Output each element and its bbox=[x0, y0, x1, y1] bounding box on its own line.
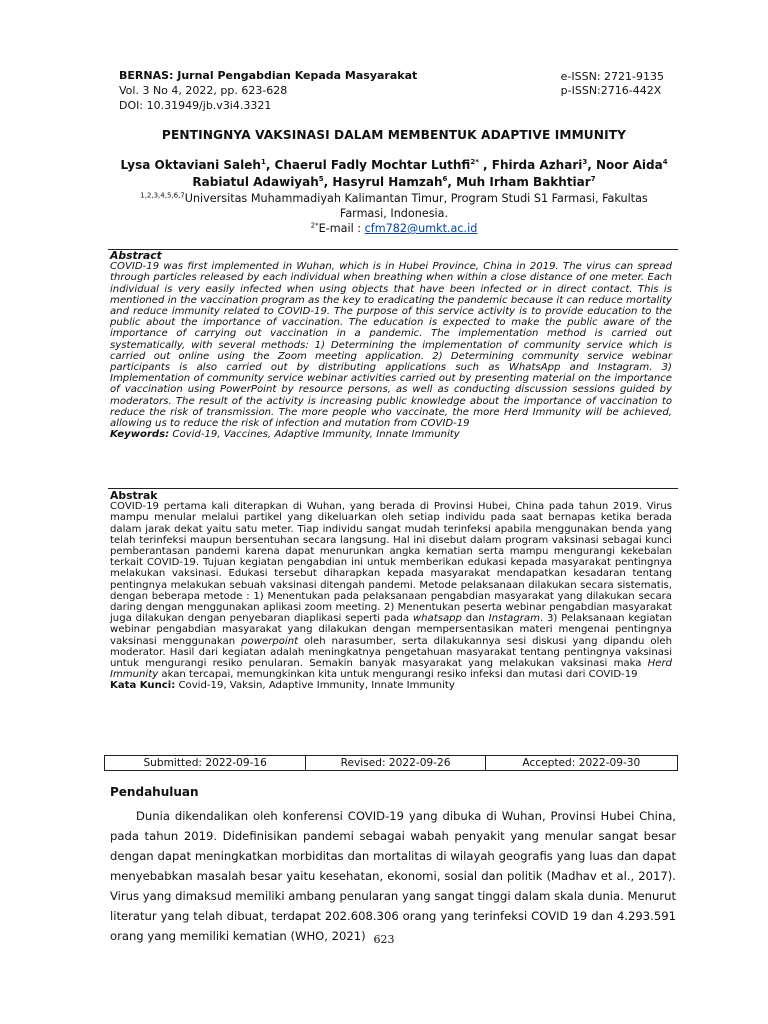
author: , Muh Irham Bakhtiar bbox=[447, 175, 591, 189]
abstract-english bbox=[110, 250, 672, 440]
abstrak-text: . 3) Pelaksanaan kegiatan webinar pengabdian masyarakat yang dilakukan dengan mempersentasikan materi mengenai pentingnya vaksinasi menggunakan bbox=[110, 613, 672, 647]
author: , Fhirda Azhari bbox=[478, 158, 583, 172]
revised-date: Revised: 2022-09-26 bbox=[306, 756, 485, 771]
abstrak-italic: Herd Immunity bbox=[110, 658, 672, 681]
issn-block bbox=[561, 70, 664, 98]
abstrak-text: COVID-19 pertama kali diterapkan di Wuhan, yang berada di Provinsi Hubei, China pada tahun 2019. Virus mampu menular melalui partikel yang dikeluarkan oleh setiap individu pada saat bernapas ketika berada dalam jarak dekat yaitu satu meter. Tiap individu sangat mudah terinfeksi apabila menggunakan benda yang telah terinfeksi maupun bersentuhan secara langsung. Hal ini disebut dalam program vaksinasi sebagai kunci pemberantasan pandemi karena dapat menurunkan angka kematian serta mampu mengurangi kekebalan terkait COVID-19. Tujuan kegiatan pengabdian ini untuk memberikan edukasi kepada masyarakat pentingnya melakukan vaksinasi. Edukasi tersebut diharapkan kepada masyarakat mendapatkan kesadaran tentang pentingnya melakukan sebuah vaksinasi ditengah pandemi. Metode pelaksanaan dilakukan secara sistematis, dengan beberapa metode : 1) Menentukan pada peIaksanaan pengabdian masyarakat yang dilakukan secara daring dengan menggunakan aplikasi zoom meeting. 2) Menentukan peserta webinar pengabdian masyarakat juga dilakukan dengan penyebaran diaplikasi seperti pada bbox=[110, 501, 672, 625]
abstract-indonesian bbox=[110, 490, 672, 692]
author-sup: 1 bbox=[260, 158, 266, 166]
page-number: 623 bbox=[373, 933, 395, 946]
author: , Noor Aida bbox=[587, 158, 663, 172]
abstract-heading: Abstract bbox=[110, 249, 162, 262]
keywords-label: Keywords: bbox=[110, 429, 170, 441]
abstrak-heading: Abstrak bbox=[110, 489, 158, 502]
email-line bbox=[311, 222, 478, 235]
volume-info: Vol. 3 No 4, 2022, pp. 623-628 bbox=[119, 84, 288, 97]
doi: DOI: 10.31949/jb.v3i4.3321 bbox=[119, 99, 272, 112]
abstract-text: COVID-19 was first implemented in Wuhan, which is in Hubei Province, China in 2019. The virus can spread through particles released by each individual when breathing when within a close distance of one meter. Each individual is very easily infected when using objects that have been infected or in direct contact. This is mentioned in the vaccination program as the key to eradicating the pandemic because it can reduce mortality and reduce immunity related to COVID-19. The purpose of this service activity is to provide education to the public about the importance of vaccination. The education is expected to make the public aware of the importance of carrying out vaccination in a pandemic. The implementation method is carried out systematically, with several methods: 1) Determining the implementation of community service which is carried out online using the Zoom meeting application. 2) Determining community service webinar participants is also carried out by distributing applications such as WhatsApp and Instagram. 3) Implementation of community service webinar activities carried out by presenting material on the importance of vaccination using PowerPoint by resource persons, as well as conducting discussion sessions guided by moderators. The result of the activity is increasing public knowledge about the importance of vaccination to reduce the risk of transmission. The more people who vaccinate, the more Herd Immunity will be achieved, allowing us to reduce the risk of infection and mutation from COVID-19 bbox=[110, 261, 672, 430]
email-label: E-mail : bbox=[318, 222, 365, 235]
author-sup: 6 bbox=[442, 175, 448, 183]
author-sup: 4 bbox=[662, 158, 668, 166]
author-sup: 7 bbox=[590, 175, 596, 183]
kata-kunci-label: Kata Kunci: bbox=[110, 680, 176, 692]
author-sup: 2* bbox=[470, 158, 479, 166]
author: , Hasyrul Hamzah bbox=[323, 175, 443, 189]
email-sup: 2* bbox=[310, 221, 319, 230]
keywords: Covid-19, Vaccines, Adaptive Immunity, Innate Immunity bbox=[169, 429, 460, 441]
journal-header bbox=[119, 68, 417, 113]
author: , Chaerul Fadly Mochtar Luthfi bbox=[265, 158, 471, 172]
affiliation-line1: Universitas Muhammadiyah Kalimantan Timur, Program Studi S1 Farmasi, Fakultas bbox=[184, 192, 648, 205]
author-list bbox=[100, 157, 688, 191]
abstrak-italic: whatsapp bbox=[412, 613, 462, 625]
intro-text: Dunia dikendalikan oleh konferensi COVID-19 yang dibuka di Wuhan, Provinsi Hubei China, pada tahun 2019. Didefinisikan pandemi sebagai wabah penyakit yang menular sangat besar dengan dapat meningkatkan morbiditas dan mortalitas di wilayah geografis yang luas dan dapat menyebabkan masalah besar yaitu kesehatan, ekonomi, sosial dan politik (Madhav et al., 2017). Virus yang dimaksud memiliki ambang penularan yang sangat tinggi dalam skala dunia. Menurut literatur yang telah dibuat, terdapat 202.608.306 orang yang terinfeksi COVID 19 dan 4.293.591 orang yang memiliki kematian (WHO, 2021) bbox=[110, 809, 676, 943]
abstrak-text: oleh narasumber, serta dilakukannya sesi diskusi yang dipandu oleh moderator. Hasil dari kegiatan adalah meningkatnya pengetahuan masyarakat tentang pentingnya vaksinasi untuk mengurangi resiko penularan. Semakin banyak masyarakat yang melakukan vaksinasi maka bbox=[110, 635, 672, 670]
intro-paragraph bbox=[110, 806, 676, 946]
submitted-date: Submitted: 2022-09-16 bbox=[105, 756, 306, 771]
email-link[interactable]: cfm782@umkt.ac.id bbox=[364, 222, 478, 235]
journal-name: BERNAS: Jurnal Pengabdian Kepada Masyarakat bbox=[119, 69, 418, 82]
abstrak-italic: Instagram bbox=[488, 613, 540, 625]
author: Rabiatul Adawiyah bbox=[192, 175, 319, 189]
kata-kunci: Covid-19, Vaksin, Adaptive Immunity, Innate Immunity bbox=[175, 680, 455, 692]
abstrak-text: akan tercapai, memungkinkan kita untuk mengurangi resiko infeksi dan mutasi dari COVID-19 bbox=[158, 669, 638, 681]
p-issn: p-ISSN:2716-442X bbox=[560, 84, 662, 97]
paper-title: PENTINGNYA VAKSINASI DALAM MEMBENTUK ADAPTIVE IMMUNITY bbox=[161, 128, 627, 142]
section-heading: Pendahuluan bbox=[110, 785, 199, 799]
affiliation bbox=[100, 191, 688, 236]
accepted-date: Accepted: 2022-09-30 bbox=[485, 756, 677, 771]
author: Lysa Oktaviani Saleh bbox=[120, 158, 261, 172]
abstrak-text: dan bbox=[461, 613, 489, 625]
submission-dates-table bbox=[104, 755, 678, 771]
e-issn: e-ISSN: 2721-9135 bbox=[560, 70, 664, 83]
author-sup: 5 bbox=[318, 175, 324, 183]
affiliation-line2: Farmasi, Indonesia. bbox=[339, 207, 449, 220]
table-row bbox=[105, 756, 678, 771]
affiliation-sup: 1,2,3,4,5,6,7 bbox=[140, 191, 185, 200]
divider bbox=[108, 488, 678, 489]
abstrak-italic: powerpoint bbox=[241, 635, 299, 647]
author-sup: 3 bbox=[582, 158, 588, 166]
